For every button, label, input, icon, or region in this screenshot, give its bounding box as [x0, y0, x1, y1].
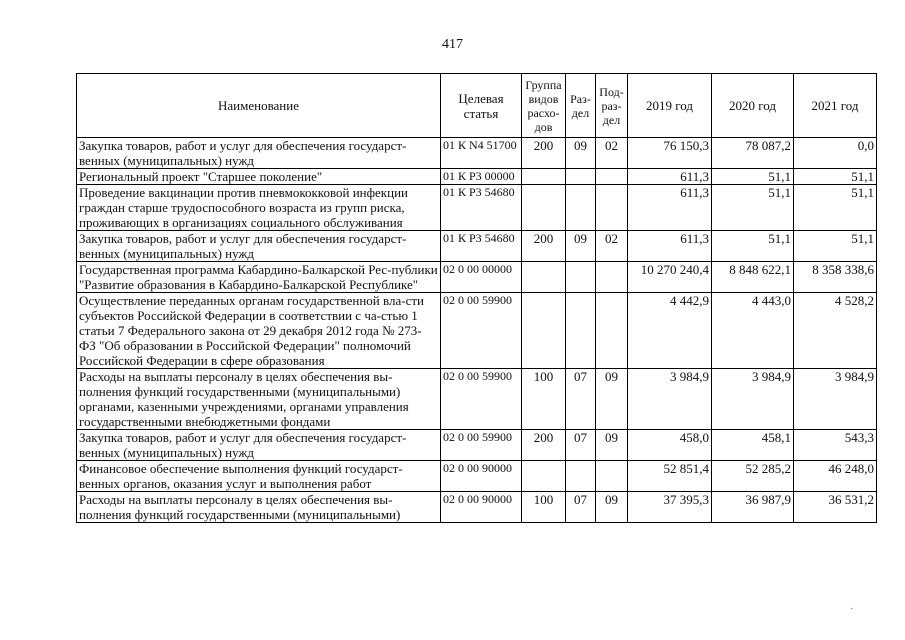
row-subsection: 09 [596, 430, 628, 461]
row-code: 02 0 00 90000 [441, 492, 522, 523]
row-group: 200 [522, 430, 566, 461]
page-number: 417 [442, 37, 463, 52]
row-2021: 8 358 338,6 [794, 262, 877, 293]
row-group: 100 [522, 492, 566, 523]
row-section: 09 [566, 231, 596, 262]
row-2020: 51,1 [712, 169, 794, 185]
row-name: Проведение вакцинации против пневмококковой инфекции граждан старше трудоспособного возраста из групп риска, проживающих в организациях социального обслуживания [77, 185, 441, 231]
row-2019: 37 395,3 [628, 492, 712, 523]
scan-speck: · [850, 604, 854, 615]
header-2020: 2020 год [712, 74, 794, 138]
row-section: 07 [566, 430, 596, 461]
row-name: Закупка товаров, работ и услуг для обеспечения государст-венных (муниципальных) нужд [77, 430, 441, 461]
row-name: Региональный проект "Старшее поколение" [77, 169, 441, 185]
row-2020: 78 087,2 [712, 138, 794, 169]
table-body [77, 138, 877, 523]
table-header-row [77, 74, 877, 138]
row-2019: 611,3 [628, 185, 712, 231]
row-group: 100 [522, 369, 566, 430]
row-2021: 46 248,0 [794, 461, 877, 492]
table-row [77, 138, 877, 169]
row-section [566, 169, 596, 185]
row-subsection: 02 [596, 231, 628, 262]
row-2020: 8 848 622,1 [712, 262, 794, 293]
budget-table [76, 73, 877, 523]
row-2021: 0,0 [794, 138, 877, 169]
header-2019: 2019 год [628, 74, 712, 138]
row-name: Расходы на выплаты персоналу в целях обеспечения вы-полнения функций государственными (муниципальными) органами, казенными учреждениями, органами управления государственными внебюджетными фондами [77, 369, 441, 430]
row-section [566, 461, 596, 492]
row-section [566, 262, 596, 293]
row-subsection: 09 [596, 492, 628, 523]
row-code: 01 К Р3 54680 [441, 185, 522, 231]
row-subsection [596, 169, 628, 185]
row-code: 02 0 00 00000 [441, 262, 522, 293]
row-section: 07 [566, 369, 596, 430]
row-2019: 611,3 [628, 231, 712, 262]
row-2020: 458,1 [712, 430, 794, 461]
row-code: 01 К Р3 00000 [441, 169, 522, 185]
row-2020: 4 443,0 [712, 293, 794, 369]
row-2019: 52 851,4 [628, 461, 712, 492]
table-row [77, 369, 877, 430]
row-2021: 51,1 [794, 185, 877, 231]
row-2021: 3 984,9 [794, 369, 877, 430]
row-2019: 10 270 240,4 [628, 262, 712, 293]
row-subsection [596, 461, 628, 492]
header-section: Раз-дел [566, 74, 596, 138]
row-2019: 611,3 [628, 169, 712, 185]
row-group [522, 293, 566, 369]
table-row [77, 185, 877, 231]
row-2021: 36 531,2 [794, 492, 877, 523]
row-2020: 3 984,9 [712, 369, 794, 430]
table-row [77, 169, 877, 185]
row-2020: 36 987,9 [712, 492, 794, 523]
row-code: 02 0 00 90000 [441, 461, 522, 492]
row-subsection [596, 185, 628, 231]
row-code: 02 0 00 59900 [441, 369, 522, 430]
row-name: Финансовое обеспечение выполнения функций государст-венных органов, оказания услуг и выполнения работ [77, 461, 441, 492]
row-section: 07 [566, 492, 596, 523]
header-subsection: Под-раз-дел [596, 74, 628, 138]
row-code: 02 0 00 59900 [441, 293, 522, 369]
header-2021: 2021 год [794, 74, 877, 138]
row-2021: 4 528,2 [794, 293, 877, 369]
table-row [77, 492, 877, 523]
table-row [77, 293, 877, 369]
row-2019: 3 984,9 [628, 369, 712, 430]
row-name: Государственная программа Кабардино-Балкарской Рес-публики "Развитие образования в Кабардино-Балкарской Республике" [77, 262, 441, 293]
header-group: Группа видов расхо-дов [522, 74, 566, 138]
row-name: Закупка товаров, работ и услуг для обеспечения государст-венных (муниципальных) нужд [77, 138, 441, 169]
row-group [522, 185, 566, 231]
row-group: 200 [522, 231, 566, 262]
row-2020: 51,1 [712, 185, 794, 231]
row-name: Расходы на выплаты персоналу в целях обеспечения вы-полнения функций государственными (муниципальными) [77, 492, 441, 523]
table-row [77, 231, 877, 262]
row-subsection [596, 262, 628, 293]
row-2020: 52 285,2 [712, 461, 794, 492]
row-group: 200 [522, 138, 566, 169]
row-2021: 543,3 [794, 430, 877, 461]
row-name: Осуществление переданных органам государственной вла-сти субъектов Российской Федерации в соответствии с ча-стью 1 статьи 7 Федерального закона от 29 декабря 2012 года № 273-ФЗ "Об образовании в Российской Федерации" полномочий Российской Федерации в сфере образования [77, 293, 441, 369]
row-section [566, 293, 596, 369]
row-2021: 51,1 [794, 231, 877, 262]
table-row [77, 461, 877, 492]
row-name: Закупка товаров, работ и услуг для обеспечения государст-венных (муниципальных) нужд [77, 231, 441, 262]
row-code: 01 К Р3 54680 [441, 231, 522, 262]
header-target: Целевая статья [441, 74, 522, 138]
row-subsection [596, 293, 628, 369]
row-code: 02 0 00 59900 [441, 430, 522, 461]
row-group [522, 169, 566, 185]
row-subsection: 02 [596, 138, 628, 169]
row-section [566, 185, 596, 231]
row-2021: 51,1 [794, 169, 877, 185]
table-row [77, 430, 877, 461]
row-group [522, 461, 566, 492]
header-name: Наименование [77, 74, 441, 138]
row-group [522, 262, 566, 293]
row-subsection: 09 [596, 369, 628, 430]
row-2019: 4 442,9 [628, 293, 712, 369]
table-row [77, 262, 877, 293]
row-2019: 458,0 [628, 430, 712, 461]
row-2020: 51,1 [712, 231, 794, 262]
row-2019: 76 150,3 [628, 138, 712, 169]
row-code: 01 К N4 51700 [441, 138, 522, 169]
row-section: 09 [566, 138, 596, 169]
